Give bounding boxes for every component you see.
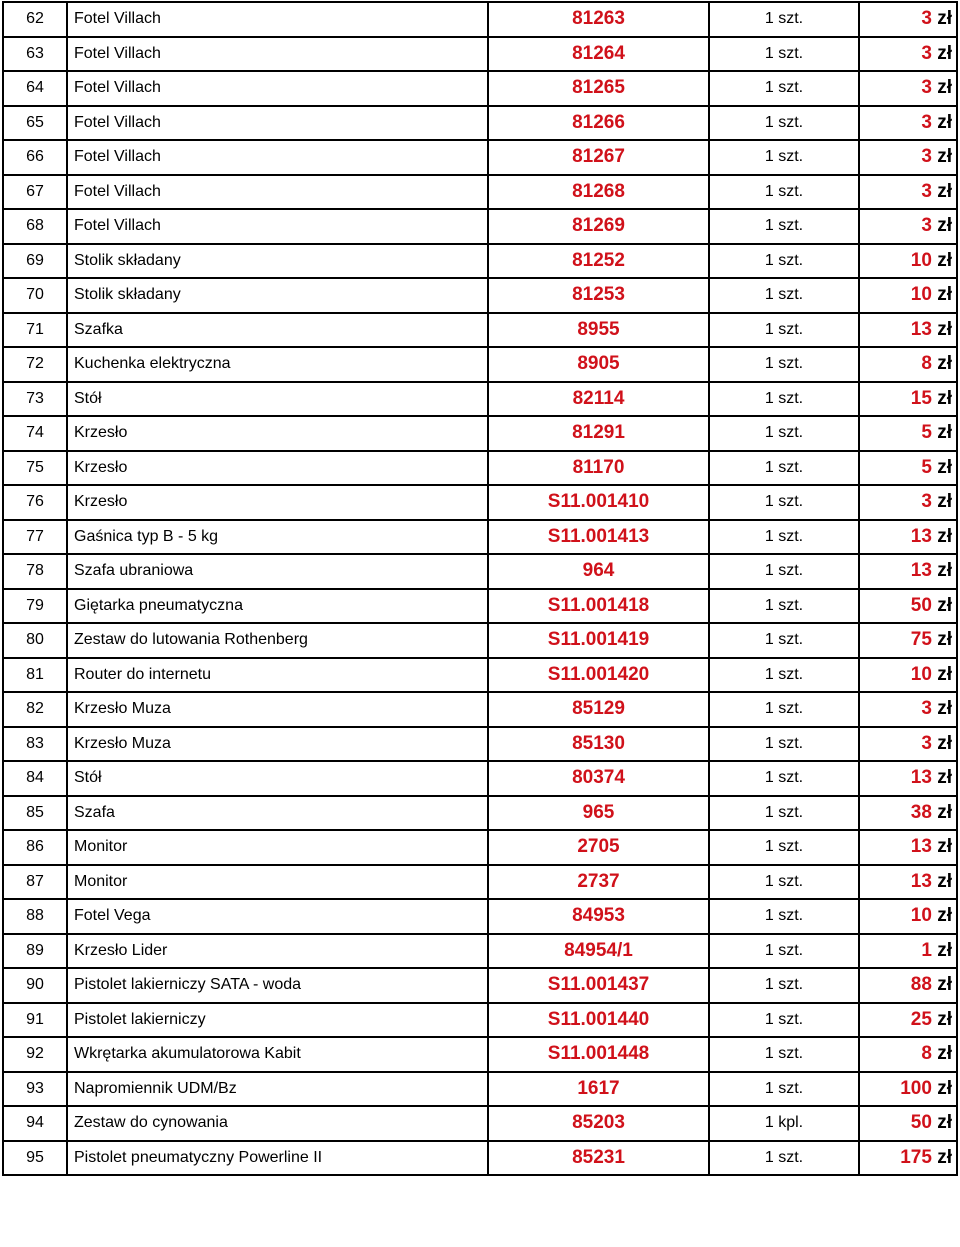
row-number: 84 — [3, 761, 67, 796]
table-row — [3, 761, 957, 796]
inventory-number: 85130 — [488, 727, 709, 762]
inventory-number: 81253 — [488, 278, 709, 313]
item-name: Fotel Villach — [67, 209, 488, 244]
item-value: 8 — [921, 353, 932, 375]
currency: zł — [937, 836, 952, 858]
inventory-number: S11.001419 — [488, 623, 709, 658]
item-quantity: 1 szt. — [709, 2, 859, 37]
item-name: Wkrętarka akumulatorowa Kabit — [67, 1037, 488, 1072]
item-name: Fotel Villach — [67, 106, 488, 141]
item-value-cell — [859, 451, 957, 486]
item-value: 3 — [921, 180, 932, 202]
table-row — [3, 692, 957, 727]
item-name: Krzesło — [67, 416, 488, 451]
inventory-number: S11.001418 — [488, 589, 709, 624]
item-value: 13 — [910, 767, 932, 789]
item-name: Pistolet pneumatyczny Powerline II — [67, 1141, 488, 1176]
item-quantity: 1 szt. — [709, 37, 859, 72]
item-quantity: 1 szt. — [709, 1072, 859, 1107]
item-name: Fotel Villach — [67, 2, 488, 37]
inventory-number: S11.001410 — [488, 485, 709, 520]
inventory-number: 81267 — [488, 140, 709, 175]
row-number: 95 — [3, 1141, 67, 1176]
item-value: 38 — [910, 801, 932, 823]
item-name: Stół — [67, 382, 488, 417]
currency: zł — [937, 801, 952, 823]
currency: zł — [937, 284, 952, 306]
table-row — [3, 106, 957, 141]
item-value: 8 — [921, 1043, 932, 1065]
item-value: 3 — [921, 111, 932, 133]
item-name: Krzesło — [67, 485, 488, 520]
row-number: 91 — [3, 1003, 67, 1038]
currency: zł — [937, 42, 952, 64]
row-number: 67 — [3, 175, 67, 210]
item-value-cell — [859, 140, 957, 175]
currency: zł — [937, 387, 952, 409]
item-name: Gaśnica typ B - 5 kg — [67, 520, 488, 555]
item-value-cell — [859, 382, 957, 417]
item-value-cell — [859, 347, 957, 382]
item-value: 15 — [910, 387, 932, 409]
row-number: 80 — [3, 623, 67, 658]
row-number: 74 — [3, 416, 67, 451]
currency: zł — [937, 353, 952, 375]
item-quantity: 1 szt. — [709, 968, 859, 1003]
row-number: 62 — [3, 2, 67, 37]
item-quantity: 1 szt. — [709, 761, 859, 796]
item-quantity: 1 szt. — [709, 106, 859, 141]
item-quantity: 1 szt. — [709, 623, 859, 658]
item-value-cell — [859, 623, 957, 658]
row-number: 64 — [3, 71, 67, 106]
inventory-number: 81265 — [488, 71, 709, 106]
inventory-number: 8955 — [488, 313, 709, 348]
row-number: 71 — [3, 313, 67, 348]
table-row — [3, 209, 957, 244]
item-quantity: 1 szt. — [709, 830, 859, 865]
item-quantity: 1 szt. — [709, 589, 859, 624]
item-value-cell — [859, 1037, 957, 1072]
currency: zł — [937, 8, 952, 30]
row-number: 79 — [3, 589, 67, 624]
inventory-number: 965 — [488, 796, 709, 831]
item-value-cell — [859, 106, 957, 141]
row-number: 85 — [3, 796, 67, 831]
item-name: Krzesło Muza — [67, 692, 488, 727]
item-value-cell — [859, 692, 957, 727]
item-value: 13 — [910, 836, 932, 858]
item-quantity: 1 szt. — [709, 244, 859, 279]
item-value: 10 — [910, 663, 932, 685]
item-value: 5 — [921, 422, 932, 444]
item-value: 1 — [921, 939, 932, 961]
table-row — [3, 589, 957, 624]
item-value-cell — [859, 1003, 957, 1038]
inventory-table — [2, 1, 958, 1176]
item-value: 10 — [910, 905, 932, 927]
row-number: 78 — [3, 554, 67, 589]
table-row — [3, 244, 957, 279]
inventory-sheet — [2, 1, 958, 1176]
inventory-number: S11.001440 — [488, 1003, 709, 1038]
currency: zł — [937, 1077, 952, 1099]
currency: zł — [937, 249, 952, 271]
table-row — [3, 37, 957, 72]
table-row — [3, 175, 957, 210]
inventory-number: 81269 — [488, 209, 709, 244]
item-value-cell — [859, 968, 957, 1003]
item-value-cell — [859, 865, 957, 900]
item-name: Kuchenka elektryczna — [67, 347, 488, 382]
row-number: 66 — [3, 140, 67, 175]
row-number: 63 — [3, 37, 67, 72]
item-value-cell — [859, 796, 957, 831]
inventory-number: 81268 — [488, 175, 709, 210]
row-number: 73 — [3, 382, 67, 417]
item-value: 3 — [921, 698, 932, 720]
row-number: 87 — [3, 865, 67, 900]
table-row — [3, 830, 957, 865]
item-name: Stolik składany — [67, 244, 488, 279]
item-name: Pistolet lakierniczy SATA - woda — [67, 968, 488, 1003]
item-value: 3 — [921, 732, 932, 754]
table-row — [3, 1003, 957, 1038]
item-name: Fotel Villach — [67, 175, 488, 210]
item-value-cell — [859, 2, 957, 37]
inventory-number: 81291 — [488, 416, 709, 451]
inventory-number: 85231 — [488, 1141, 709, 1176]
item-name: Zestaw do cynowania — [67, 1106, 488, 1141]
item-value: 175 — [900, 1146, 932, 1168]
currency: zł — [937, 1043, 952, 1065]
item-value: 75 — [910, 629, 932, 651]
item-value-cell — [859, 71, 957, 106]
item-quantity: 1 szt. — [709, 451, 859, 486]
item-name: Szafa — [67, 796, 488, 831]
currency: zł — [937, 870, 952, 892]
table-row — [3, 1072, 957, 1107]
inventory-number: 964 — [488, 554, 709, 589]
item-value-cell — [859, 934, 957, 969]
inventory-number: 2705 — [488, 830, 709, 865]
row-number: 86 — [3, 830, 67, 865]
currency: zł — [937, 146, 952, 168]
item-value: 13 — [910, 870, 932, 892]
inventory-number: 80374 — [488, 761, 709, 796]
currency: zł — [937, 767, 952, 789]
item-value: 88 — [910, 974, 932, 996]
item-value: 3 — [921, 146, 932, 168]
inventory-number: S11.001448 — [488, 1037, 709, 1072]
inventory-number: 81266 — [488, 106, 709, 141]
item-value-cell — [859, 416, 957, 451]
row-number: 82 — [3, 692, 67, 727]
table-row — [3, 416, 957, 451]
table-row — [3, 520, 957, 555]
item-quantity: 1 szt. — [709, 209, 859, 244]
currency: zł — [937, 77, 952, 99]
item-quantity: 1 szt. — [709, 520, 859, 555]
item-value: 10 — [910, 249, 932, 271]
item-value: 10 — [910, 284, 932, 306]
inventory-number: 84954/1 — [488, 934, 709, 969]
row-number: 88 — [3, 899, 67, 934]
row-number: 72 — [3, 347, 67, 382]
inventory-number: 82114 — [488, 382, 709, 417]
item-value-cell — [859, 1072, 957, 1107]
item-value-cell — [859, 1141, 957, 1176]
item-name: Krzesło Muza — [67, 727, 488, 762]
item-value: 100 — [900, 1077, 932, 1099]
item-value-cell — [859, 520, 957, 555]
item-value: 3 — [921, 215, 932, 237]
item-quantity: 1 szt. — [709, 934, 859, 969]
table-row — [3, 451, 957, 486]
item-quantity: 1 szt. — [709, 899, 859, 934]
currency: zł — [937, 594, 952, 616]
row-number: 83 — [3, 727, 67, 762]
currency: zł — [937, 974, 952, 996]
item-value: 3 — [921, 8, 932, 30]
inventory-number: 81263 — [488, 2, 709, 37]
row-number: 75 — [3, 451, 67, 486]
item-quantity: 1 szt. — [709, 1003, 859, 1038]
item-name: Monitor — [67, 865, 488, 900]
item-quantity: 1 szt. — [709, 313, 859, 348]
row-number: 92 — [3, 1037, 67, 1072]
table-row — [3, 623, 957, 658]
item-value-cell — [859, 244, 957, 279]
currency: zł — [937, 698, 952, 720]
item-quantity: 1 szt. — [709, 347, 859, 382]
item-value: 3 — [921, 491, 932, 513]
item-quantity: 1 szt. — [709, 796, 859, 831]
row-number: 68 — [3, 209, 67, 244]
currency: zł — [937, 1008, 952, 1030]
item-value-cell — [859, 37, 957, 72]
row-number: 65 — [3, 106, 67, 141]
inventory-number: 81252 — [488, 244, 709, 279]
item-value: 5 — [921, 456, 932, 478]
item-name: Giętarka pneumatyczna — [67, 589, 488, 624]
item-value: 3 — [921, 77, 932, 99]
item-quantity: 1 szt. — [709, 71, 859, 106]
item-value-cell — [859, 589, 957, 624]
item-quantity: 1 szt. — [709, 1037, 859, 1072]
item-name: Krzesło Lider — [67, 934, 488, 969]
currency: zł — [937, 422, 952, 444]
table-row — [3, 934, 957, 969]
table-row — [3, 1141, 957, 1176]
row-number: 90 — [3, 968, 67, 1003]
item-quantity: 1 szt. — [709, 692, 859, 727]
item-name: Szafa ubraniowa — [67, 554, 488, 589]
table-row — [3, 865, 957, 900]
row-number: 93 — [3, 1072, 67, 1107]
item-name: Monitor — [67, 830, 488, 865]
item-name: Szafka — [67, 313, 488, 348]
inventory-number: 1617 — [488, 1072, 709, 1107]
currency: zł — [937, 180, 952, 202]
item-value: 13 — [910, 560, 932, 582]
table-row — [3, 968, 957, 1003]
currency: zł — [937, 939, 952, 961]
row-number: 89 — [3, 934, 67, 969]
table-row — [3, 313, 957, 348]
table-row — [3, 347, 957, 382]
table-row — [3, 899, 957, 934]
inventory-number: S11.001437 — [488, 968, 709, 1003]
item-quantity: 1 szt. — [709, 175, 859, 210]
item-name: Stolik składany — [67, 278, 488, 313]
currency: zł — [937, 629, 952, 651]
item-quantity: 1 szt. — [709, 1141, 859, 1176]
item-quantity: 1 szt. — [709, 485, 859, 520]
currency: zł — [937, 560, 952, 582]
item-name: Router do internetu — [67, 658, 488, 693]
item-value-cell — [859, 899, 957, 934]
table-row — [3, 382, 957, 417]
currency: zł — [937, 111, 952, 133]
currency: zł — [937, 215, 952, 237]
item-value-cell — [859, 485, 957, 520]
item-quantity: 1 szt. — [709, 658, 859, 693]
inventory-number: 81264 — [488, 37, 709, 72]
item-name: Napromiennik UDM/Bz — [67, 1072, 488, 1107]
inventory-number: 81170 — [488, 451, 709, 486]
item-quantity: 1 kpl. — [709, 1106, 859, 1141]
currency: zł — [937, 1146, 952, 1168]
inventory-number: 8905 — [488, 347, 709, 382]
item-value-cell — [859, 727, 957, 762]
item-name: Fotel Villach — [67, 71, 488, 106]
table-row — [3, 796, 957, 831]
currency: zł — [937, 456, 952, 478]
row-number: 94 — [3, 1106, 67, 1141]
table-row — [3, 658, 957, 693]
table-row — [3, 278, 957, 313]
inventory-number: 84953 — [488, 899, 709, 934]
item-value-cell — [859, 830, 957, 865]
item-value-cell — [859, 554, 957, 589]
item-value-cell — [859, 278, 957, 313]
item-value-cell — [859, 658, 957, 693]
item-quantity: 1 szt. — [709, 416, 859, 451]
inventory-number: S11.001420 — [488, 658, 709, 693]
currency: zł — [937, 318, 952, 340]
inventory-number: S11.001413 — [488, 520, 709, 555]
item-quantity: 1 szt. — [709, 382, 859, 417]
item-value: 50 — [910, 594, 932, 616]
item-name: Stół — [67, 761, 488, 796]
item-value: 13 — [910, 318, 932, 340]
table-row — [3, 1037, 957, 1072]
table-row — [3, 71, 957, 106]
item-quantity: 1 szt. — [709, 865, 859, 900]
item-name: Krzesło — [67, 451, 488, 486]
row-number: 81 — [3, 658, 67, 693]
item-quantity: 1 szt. — [709, 554, 859, 589]
table-row — [3, 554, 957, 589]
row-number: 69 — [3, 244, 67, 279]
currency: zł — [937, 491, 952, 513]
inventory-number: 85203 — [488, 1106, 709, 1141]
item-quantity: 1 szt. — [709, 727, 859, 762]
currency: zł — [937, 663, 952, 685]
inventory-number: 2737 — [488, 865, 709, 900]
row-number: 76 — [3, 485, 67, 520]
currency: zł — [937, 905, 952, 927]
row-number: 77 — [3, 520, 67, 555]
item-value-cell — [859, 761, 957, 796]
item-value: 25 — [910, 1008, 932, 1030]
item-value-cell — [859, 313, 957, 348]
item-name: Fotel Vega — [67, 899, 488, 934]
inventory-number: 85129 — [488, 692, 709, 727]
table-row — [3, 140, 957, 175]
item-value-cell — [859, 175, 957, 210]
row-number: 70 — [3, 278, 67, 313]
currency: zł — [937, 732, 952, 754]
currency: zł — [937, 1112, 952, 1134]
item-quantity: 1 szt. — [709, 140, 859, 175]
item-quantity: 1 szt. — [709, 278, 859, 313]
table-row — [3, 1106, 957, 1141]
item-value: 50 — [910, 1112, 932, 1134]
inventory-table-body — [3, 2, 957, 1175]
item-name: Fotel Villach — [67, 37, 488, 72]
item-value: 13 — [910, 525, 932, 547]
item-value-cell — [859, 1106, 957, 1141]
item-name: Fotel Villach — [67, 140, 488, 175]
table-row — [3, 2, 957, 37]
item-name: Zestaw do lutowania Rothenberg — [67, 623, 488, 658]
item-value: 3 — [921, 42, 932, 64]
currency: zł — [937, 525, 952, 547]
item-value-cell — [859, 209, 957, 244]
item-name: Pistolet lakierniczy — [67, 1003, 488, 1038]
table-row — [3, 485, 957, 520]
table-row — [3, 727, 957, 762]
